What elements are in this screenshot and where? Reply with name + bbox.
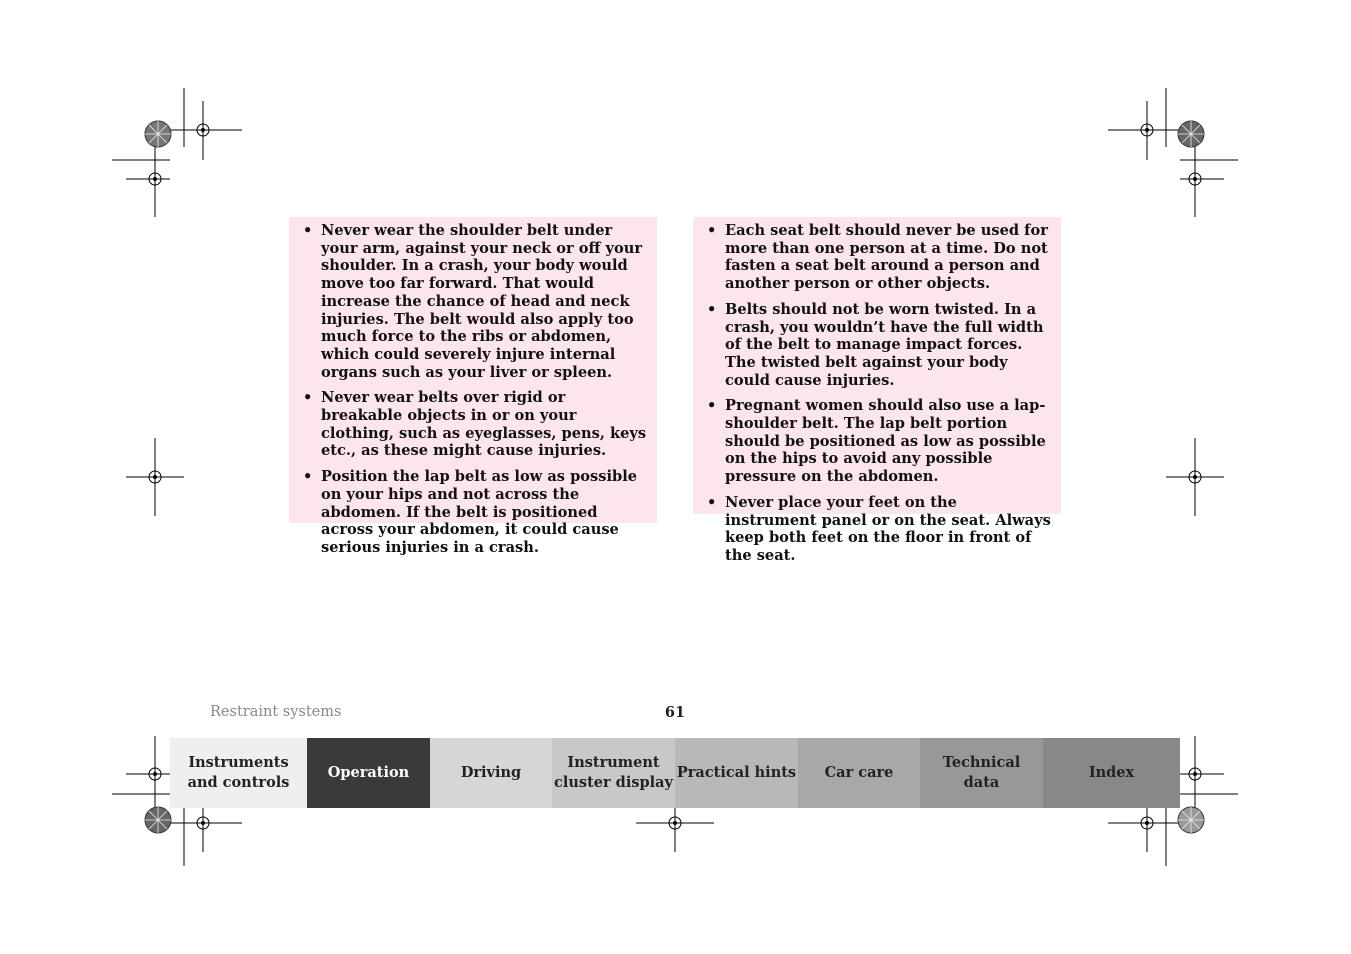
tab-practical-hints[interactable] — [675, 738, 798, 808]
bullet-icon: • — [707, 493, 717, 511]
tab-label: Technical data — [942, 754, 1021, 791]
warning-box-left — [289, 217, 657, 556]
warning-box-right — [693, 217, 1061, 564]
tab-label: Driving — [460, 764, 522, 781]
warning-text: Each seat belt should never be used for more than one person at a time. Do not fasten a seat belt around a person and another person or other objects. — [725, 222, 1048, 293]
bullet-icon: • — [707, 300, 717, 318]
warning-item — [303, 389, 649, 460]
tab-instrument-cluster-display[interactable] — [552, 738, 675, 808]
warning-text: Belts should not be worn twisted. In a crash, you wouldn’t have the full width of the belt to manage impact forces. The twisted belt against your body could cause injuries. — [725, 300, 1044, 389]
tab-label: Car care — [824, 764, 894, 781]
warning-list-left — [303, 222, 649, 557]
tab-label: Instrument cluster display — [554, 754, 673, 791]
warning-item — [303, 468, 649, 557]
bullet-icon: • — [707, 222, 717, 239]
bullet-icon: • — [707, 397, 717, 415]
warning-item — [707, 222, 1053, 293]
tab-car-care[interactable] — [798, 738, 920, 808]
warning-text: Position the lap belt as low as possible on your hips and not across the abdomen. If the belt is positioned across your abdomen, it could cause serious injuries in a crash. — [321, 468, 638, 556]
section-title: Restraint systems — [210, 704, 342, 720]
warning-item — [707, 301, 1053, 390]
bullet-icon: • — [303, 389, 313, 407]
tab-operation[interactable] — [307, 738, 430, 808]
tab-label: Index — [1088, 764, 1135, 781]
warning-text: Never wear belts over rigid or breakable objects in or on your clothing, such as eyeglasses, pens, keys etc., as these might cause injuries. — [321, 389, 647, 460]
warning-item — [707, 494, 1053, 565]
tab-label: Practical hints — [676, 764, 797, 781]
tab-instruments-and-controls[interactable] — [170, 738, 307, 808]
warning-text: Pregnant women should also use a lap-shoulder belt. The lap belt portion should be positioned as low as possible on the hips to avoid any possible pressure on the abdomen. — [725, 397, 1046, 486]
tab-label: Operation — [327, 764, 410, 781]
warning-list-right — [707, 222, 1053, 565]
page-number: 61 — [664, 704, 686, 721]
tab-technical-data[interactable] — [920, 738, 1043, 808]
bullet-icon: • — [303, 222, 313, 239]
warning-text: Never wear the shoulder belt under your arm, against your neck or off your shoulder. In a crash, your body would move too far forward. That would increase the chance of head and neck injuries. The belt would also apply too much force to the ribs or abdomen, which could severely injure internal organs such as your liver or spleen. — [321, 222, 643, 381]
warning-item — [303, 222, 649, 381]
tab-driving[interactable] — [430, 738, 552, 808]
tab-label: Instruments and controls — [187, 754, 290, 791]
bullet-icon: • — [303, 468, 313, 486]
tab-index[interactable] — [1043, 738, 1180, 808]
warning-text: Never place your feet on the instrument panel or on the seat. Always keep both feet on the floor in front of the seat. — [725, 493, 1051, 564]
warning-item — [707, 397, 1053, 486]
chapter-nav — [170, 738, 1180, 808]
